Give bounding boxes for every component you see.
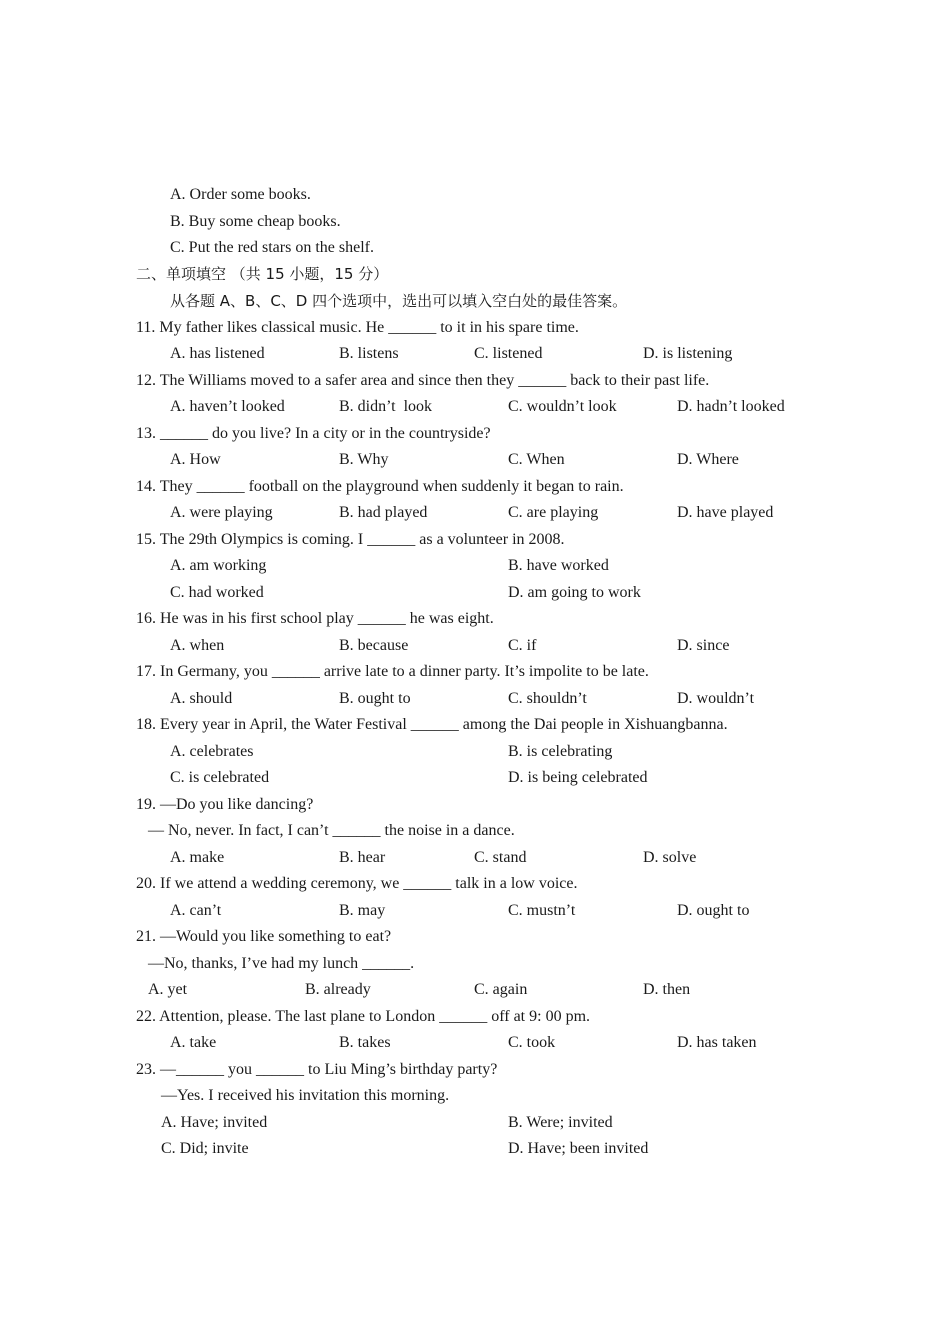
question-stem-reply: —No, thanks, I’ve had my lunch ______. — [148, 955, 415, 972]
prev-option-c: C. Put the red stars on the shelf. — [170, 239, 374, 256]
option-c: C. shouldn’t — [508, 690, 587, 707]
option-b: B. have worked — [508, 557, 609, 574]
option-b: B. is celebrating — [508, 743, 613, 760]
option-d: D. has taken — [677, 1034, 757, 1051]
option-d: D. am going to work — [508, 584, 641, 601]
question-stem: 19. —Do you like dancing? — [136, 796, 314, 813]
option-c: C. is celebrated — [170, 769, 270, 786]
option-b: B. listens — [339, 345, 399, 362]
option-c: C. Did; invite — [161, 1140, 249, 1157]
prev-option-a: A. Order some books. — [170, 186, 311, 203]
option-a: A. should — [170, 690, 233, 707]
option-c: C. are playing — [508, 504, 599, 521]
option-b: B. takes — [339, 1034, 391, 1051]
option-c: C. mustn’t — [508, 902, 576, 919]
question-stem: 21. —Would you like something to eat? — [136, 928, 392, 945]
option-a: A. haven’t looked — [170, 398, 285, 415]
option-b: B. already — [305, 981, 371, 998]
option-b: B. may — [339, 902, 386, 919]
option-a: A. How — [170, 451, 221, 468]
option-d: D. have played — [677, 504, 774, 521]
option-c: C. had worked — [170, 584, 264, 601]
option-c: C. if — [508, 637, 537, 654]
option-d: D. Have; been invited — [508, 1140, 649, 1157]
option-c: C. again — [474, 981, 528, 998]
option-a: A. make — [170, 849, 225, 866]
option-a: A. when — [170, 637, 225, 654]
option-d: D. since — [677, 637, 730, 654]
option-d: D. is listening — [643, 345, 733, 362]
option-d: D. hadn’t looked — [677, 398, 785, 415]
option-b: B. because — [339, 637, 409, 654]
option-d: D. is being celebrated — [508, 769, 648, 786]
option-a: A. can’t — [170, 902, 222, 919]
option-c: C. wouldn’t look — [508, 398, 617, 415]
option-b: B. Were; invited — [508, 1114, 613, 1131]
option-c: C. When — [508, 451, 565, 468]
question-stem: 22. Attention, please. The last plane to London ______ off at 9: 00 pm. — [136, 1008, 591, 1025]
option-d: D. solve — [643, 849, 697, 866]
question-stem: 13. ______ do you live? In a city or in the countryside? — [136, 425, 491, 442]
option-b: B. hear — [339, 849, 386, 866]
option-b: B. Why — [339, 451, 389, 468]
question-stem: 20. If we attend a wedding ceremony, we ______ talk in a low voice. — [136, 875, 578, 892]
question-stem: 14. They ______ football on the playground when suddenly it began to rain. — [136, 478, 624, 495]
question-stem: 18. Every year in April, the Water Festival ______ among the Dai people in Xishuangbanna. — [136, 716, 728, 733]
prev-option-b: B. Buy some cheap books. — [170, 213, 341, 230]
option-a: A. celebrates — [170, 743, 254, 760]
option-c: C. stand — [474, 849, 527, 866]
option-a: A. am working — [170, 557, 267, 574]
option-a: A. Have; invited — [161, 1114, 268, 1131]
section-instruction: 从各题 A、B、C、D 四个选项中，选出可以填入空白处的最佳答案。 — [170, 292, 628, 310]
option-a: A. take — [170, 1034, 217, 1051]
question-stem: 23. —______ you ______ to Liu Ming’s birthday party? — [136, 1061, 498, 1078]
option-a: A. has listened — [170, 345, 265, 362]
question-stem: 17. In Germany, you ______ arrive late to a dinner party. It’s impolite to be late. — [136, 663, 649, 680]
option-a: A. yet — [148, 981, 188, 998]
option-d: D. ought to — [677, 902, 750, 919]
option-b: B. had played — [339, 504, 428, 521]
option-b: B. ought to — [339, 690, 411, 707]
option-d: D. Where — [677, 451, 739, 468]
question-stem: 16. He was in his first school play ______ he was eight. — [136, 610, 494, 627]
question-stem: 12. The Williams moved to a safer area and since then they ______ back to their past life. — [136, 372, 710, 389]
section-title: 二、单项填空 （共 15 小题，15 分） — [136, 265, 389, 283]
question-stem: 11. My father likes classical music. He ______ to it in his spare time. — [136, 319, 579, 336]
question-stem-reply: — No, never. In fact, I can’t ______ the noise in a dance. — [148, 822, 515, 839]
option-d: D. then — [643, 981, 691, 998]
question-stem-reply: —Yes. I received his invitation this morning. — [161, 1087, 450, 1104]
option-a: A. were playing — [170, 504, 273, 521]
option-c: C. listened — [474, 345, 543, 362]
option-c: C. took — [508, 1034, 556, 1051]
option-d: D. wouldn’t — [677, 690, 755, 707]
option-b: B. didn’t look — [339, 398, 433, 415]
question-stem: 15. The 29th Olympics is coming. I ______ as a volunteer in 2008. — [136, 531, 565, 548]
